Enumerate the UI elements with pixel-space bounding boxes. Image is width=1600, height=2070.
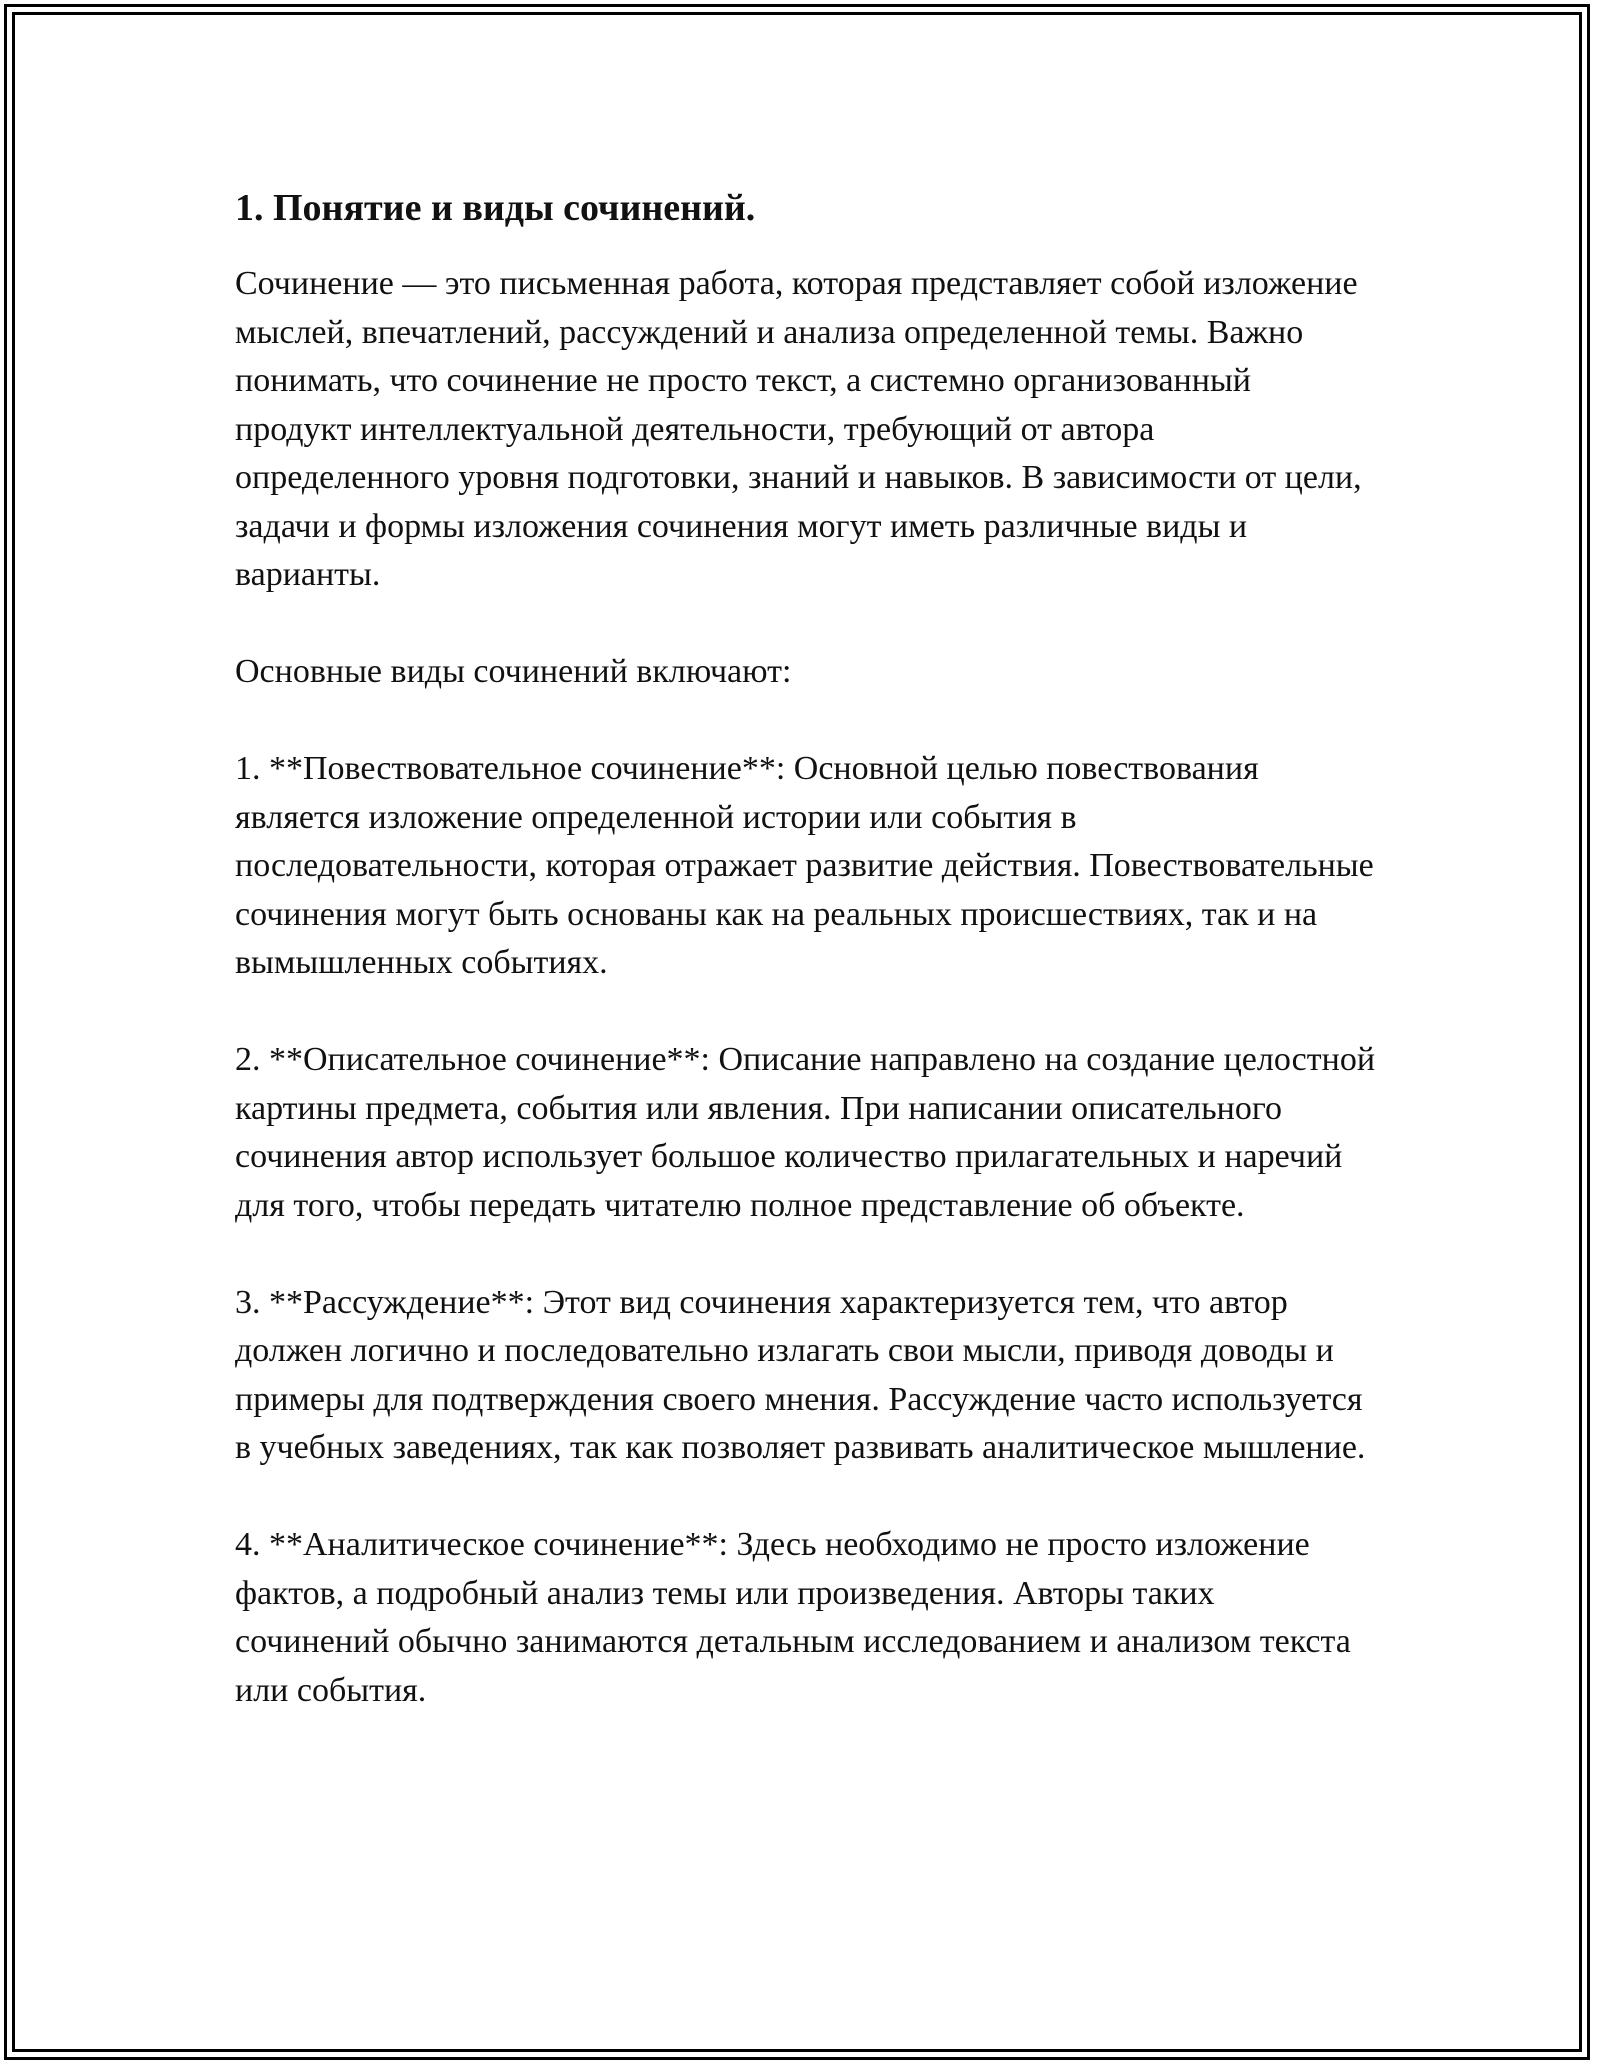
analytical-essay-paragraph: 4. **Аналитическое сочинение**: Здесь необходимо не просто изложение фактов, а подробный анализ темы или произведения. Авторы таких сочинений обычно занимаются детальным исследованием и анализом текста или события.	[235, 1526, 1351, 1709]
descriptive-essay-paragraph: 2. **Описательное сочинение**: Описание направлено на создание целостной картины предмета, события или явления. При написании описательного сочинения автор использует большое количество прилагательных и наречий для того, чтобы передать читателю полное представление об объекте.	[235, 1041, 1376, 1224]
reasoning-essay-paragraph: 3. **Рассуждение**: Этот вид сочинения характеризуется тем, что автор должен логично и последовательно излагать свои мысли, приводя доводы и примеры для подтверждения своего мнения. Рассуждение часто используется в учебных заведениях, так как позволяет развивать аналитическое мышление.	[235, 1283, 1366, 1466]
types-intro-paragraph: Основные виды сочинений включают:	[235, 653, 792, 690]
document-body	[235, 184, 1375, 1764]
narrative-essay-paragraph: 1. **Повествовательное сочинение**: Основной целью повествования является изложение определенной истории или события в последовательности, которая отражает развитие действия. Повествовательные сочинения могут быть основаны как на реальных происшествиях, так и на вымышленных событиях.	[235, 750, 1374, 981]
intro-paragraph: Сочинение — это письменная работа, которая представляет собой изложение мыслей, впечатлений, рассуждений и анализа определенной темы. Важно понимать, что сочинение не просто текст, а системно организованный продукт интеллектуальной деятельности, требующий от автора определенного уровня подготовки, знаний и навыков. В зависимости от цели, задачи и формы изложения сочинения могут иметь различные виды и варианты.	[235, 265, 1362, 593]
section-heading: 1. Понятие и виды сочинений.	[235, 187, 756, 229]
